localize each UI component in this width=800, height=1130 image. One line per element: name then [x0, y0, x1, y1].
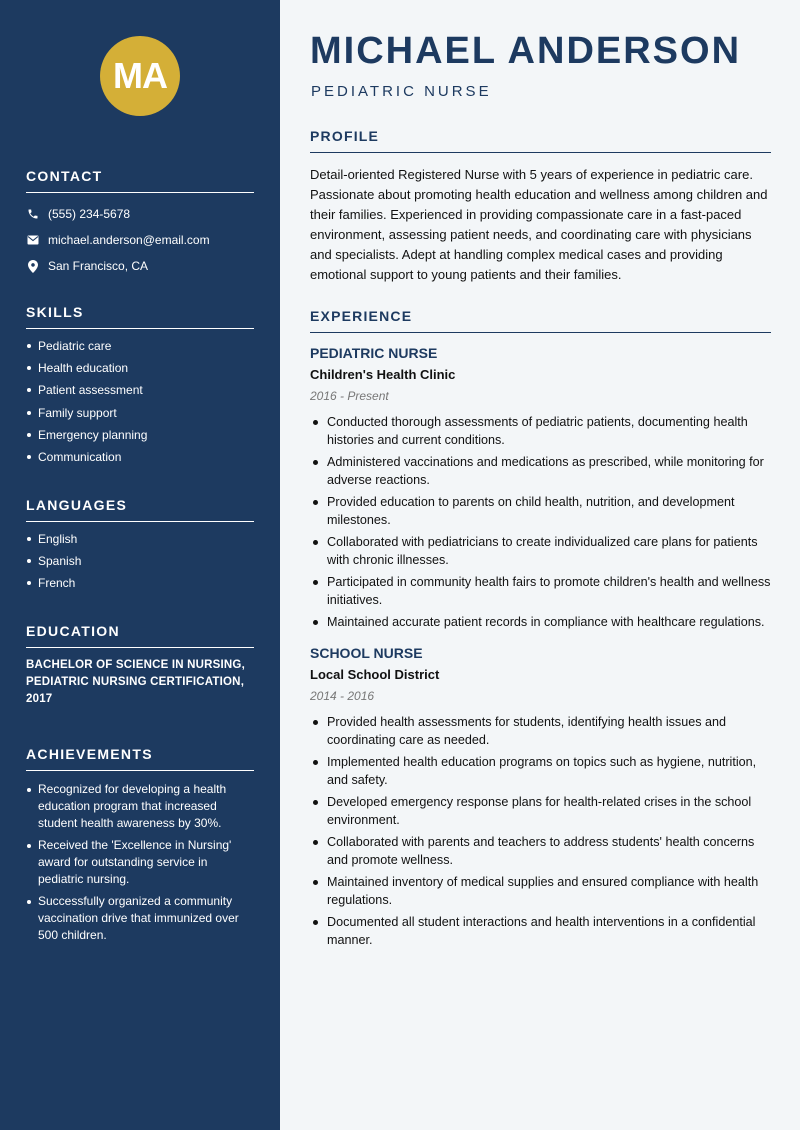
job-dates: 2016 - Present [310, 389, 389, 403]
job-entry [310, 345, 771, 631]
job-bullet: Collaborated with pediatricians to create individualized care plans for patients with chronic illnesses. [310, 533, 771, 569]
contact-heading: CONTACT [26, 168, 254, 193]
education-heading: EDUCATION [26, 623, 254, 648]
achievement-item: Recognized for developing a health education program that increased student health awareness by 30%. [26, 781, 254, 832]
language-item: French [26, 576, 254, 590]
job-organization: Children's Health Clinic [310, 367, 456, 382]
contact-email [26, 227, 254, 253]
job-bullet: Developed emergency response plans for health-related crises in the school environment. [310, 793, 771, 829]
job-bullet: Documented all student interactions and health interventions in a confidential manner. [310, 913, 771, 949]
job-bullets [310, 413, 771, 631]
skills-section [26, 304, 254, 472]
job-bullet: Collaborated with parents and teachers to address students' health concerns and promote wellness. [310, 833, 771, 869]
achievement-item: Received the 'Excellence in Nursing' award for outstanding service in pediatric nursing. [26, 837, 254, 888]
job-organization: Local School District [310, 667, 440, 682]
contact-section [26, 168, 254, 279]
job-bullet: Maintained inventory of medical supplies and ensured compliance with health regulations. [310, 873, 771, 909]
achievements-heading: ACHIEVEMENTS [26, 746, 254, 771]
experience-heading: EXPERIENCE [310, 308, 771, 333]
job-bullet: Maintained accurate patient records in compliance with healthcare regulations. [310, 613, 771, 631]
sidebar [0, 0, 280, 1130]
initials-text: MA [113, 55, 167, 96]
email-text: michael.anderson@email.com [48, 233, 210, 247]
main-content [280, 0, 800, 1130]
contact-phone [26, 201, 254, 227]
job-bullet: Participated in community health fairs to promote children's health and wellness initiatives. [310, 573, 771, 609]
job-bullet: Provided health assessments for students, identifying health issues and coordinating care as needed. [310, 713, 771, 749]
phone-text: (555) 234-5678 [48, 207, 131, 221]
job-bullet: Provided education to parents on child health, nutrition, and development milestones. [310, 493, 771, 529]
skills-list [26, 339, 254, 464]
skill-item: Emergency planning [26, 428, 254, 442]
job-title: SCHOOL NURSE [310, 645, 423, 661]
education-section [26, 623, 254, 708]
envelope-icon [26, 233, 40, 247]
location-text: San Francisco, CA [48, 259, 149, 273]
location-pin-icon [26, 259, 40, 273]
job-bullet: Administered vaccinations and medications as prescribed, while monitoring for adverse reactions. [310, 453, 771, 489]
experience-section [310, 308, 771, 953]
achievements-section [26, 746, 254, 949]
languages-section [26, 497, 254, 599]
achievements-list [26, 781, 254, 944]
job-bullet: Conducted thorough assessments of pediatric patients, documenting health histories and current conditions. [310, 413, 771, 449]
language-item: English [26, 532, 254, 546]
languages-heading: LANGUAGES [26, 497, 254, 522]
achievement-item: Successfully organized a community vaccination drive that immunized over 500 children. [26, 893, 254, 944]
skill-item: Health education [26, 361, 254, 375]
skill-item: Pediatric care [26, 339, 254, 353]
skill-item: Communication [26, 450, 254, 464]
profile-section [310, 128, 771, 285]
education-text: BACHELOR OF SCIENCE IN NURSING, PEDIATRIC NURSING CERTIFICATION, 2017 [26, 659, 245, 705]
skills-heading: SKILLS [26, 304, 254, 329]
person-name: MICHAEL ANDERSON [310, 30, 742, 72]
skill-item: Family support [26, 406, 254, 420]
job-title-header: PEDIATRIC NURSE [311, 83, 492, 100]
skill-item: Patient assessment [26, 383, 254, 397]
job-dates: 2014 - 2016 [310, 689, 375, 703]
job-title: PEDIATRIC NURSE [310, 345, 438, 361]
job-bullets [310, 713, 771, 949]
job-entry [310, 645, 771, 949]
contact-location [26, 253, 254, 279]
phone-icon [26, 207, 40, 221]
language-item: Spanish [26, 554, 254, 568]
languages-list [26, 532, 254, 590]
initials-avatar [100, 36, 180, 116]
profile-heading: PROFILE [310, 128, 771, 153]
job-bullet: Implemented health education programs on topics such as hygiene, nutrition, and safety. [310, 753, 771, 789]
profile-text: Detail-oriented Registered Nurse with 5 years of experience in pediatric care. Passionate about promoting health education and wellness among children and their families. Experienced in providing compassionate care in a fast-paced environment, assessing patient needs, and coordinating care with physicians and specialists. Adept at handling complex medical cases and providing emotional support to young patients and their families. [310, 167, 768, 282]
